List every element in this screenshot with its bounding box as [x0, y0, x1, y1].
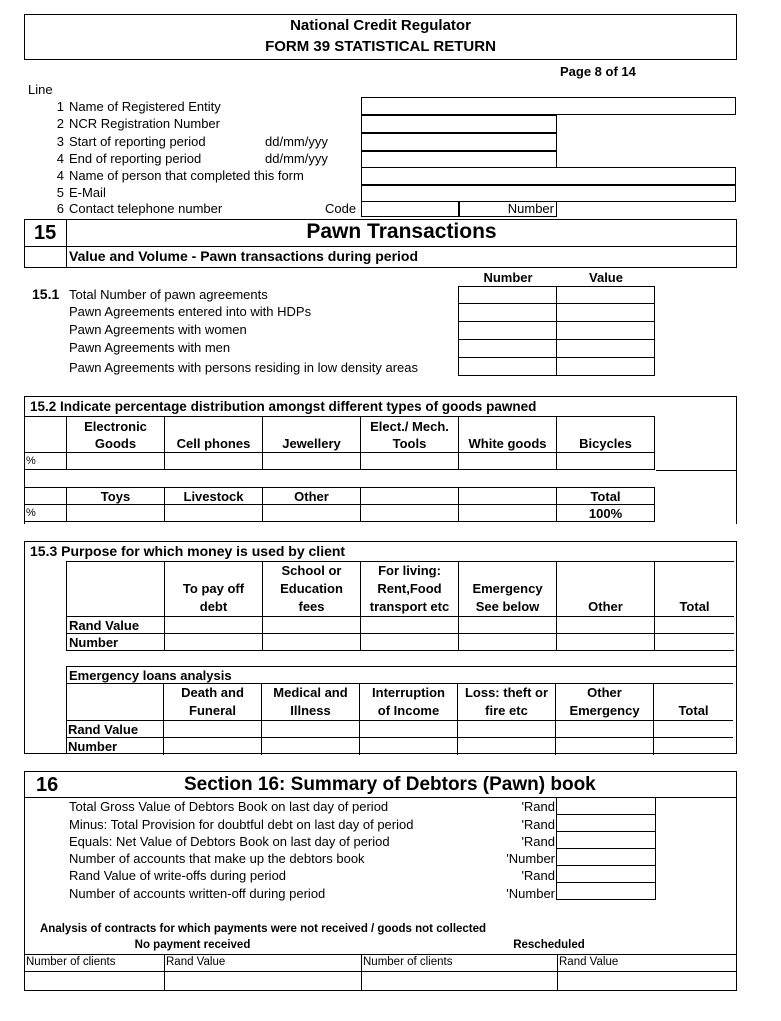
- no-payment-clients-input[interactable]: [25, 972, 164, 990]
- pct-livestock[interactable]: [165, 505, 263, 522]
- debtors-row-label: Minus: Total Provision for doubtful debt on last day of period: [69, 817, 414, 832]
- row-rand-value: Rand Value: [69, 617, 140, 633]
- emergency-analysis-title: Emergency loans analysis: [69, 668, 232, 683]
- rescheduled-rand-input[interactable]: [558, 972, 736, 990]
- form-title: FORM 39 STATISTICAL RETURN: [265, 38, 496, 55]
- no-payment-header: No payment received: [134, 939, 251, 951]
- goods-distribution-grid-2: [24, 487, 655, 522]
- pct-bicycles[interactable]: [557, 453, 655, 470]
- analysis-title: Analysis of contracts for which payments were not received / goods not collected: [40, 923, 487, 935]
- line-num: 2: [56, 116, 64, 131]
- col-emergency: Emergency: [472, 581, 543, 596]
- debtors-value-cell[interactable]: [557, 865, 656, 882]
- debtors-row-label: Rand Value of write-offs during period: [69, 868, 287, 883]
- debtors-value-cell[interactable]: [557, 882, 656, 899]
- row-rand-value: Rand Value: [68, 721, 139, 737]
- date-hint: dd/mm/yyy: [265, 134, 328, 149]
- emergency-grid: Death and Funeral Medical and Illness Interruption of Income Loss: theft or fire etc Other Emergency Total Rand Value Number: [66, 683, 733, 755]
- date-hint: dd/mm/yyy: [265, 151, 328, 166]
- section-16-title: Section 16: Summary of Debtors (Pawn) book: [184, 774, 596, 795]
- unit-label: 'Rand: [521, 799, 555, 814]
- col-toys: Toys: [100, 488, 131, 504]
- col-white-goods: White goods: [468, 435, 547, 451]
- line-label-email: E-Mail: [69, 185, 106, 200]
- percent-label: %: [26, 455, 36, 467]
- rand-value-label: Rand Value: [166, 956, 226, 968]
- line-label-ncr: NCR Registration Number: [69, 116, 220, 131]
- pct-other[interactable]: [263, 505, 361, 522]
- rand-value-label: Rand Value: [559, 956, 619, 968]
- line-num: 5: [56, 185, 64, 200]
- row-label: Total Number of pawn agreements: [69, 287, 268, 302]
- line-label-end: End of reporting period: [69, 151, 202, 166]
- goods-distribution-grid-1: Electronic Goods Cell phones Jewellery Elect./ Mech. Tools White goods Bicycles %: [24, 416, 655, 470]
- col-tools: Elect./ Mech.: [370, 418, 449, 434]
- unit-label: 'Number: [506, 886, 555, 901]
- col-living: For living:: [378, 563, 441, 578]
- col-total: Total: [590, 488, 621, 504]
- col-school: School or: [281, 563, 342, 578]
- line-label-entity: Name of Registered Entity: [69, 99, 221, 114]
- no-payment-rand-input[interactable]: [165, 972, 361, 990]
- line-label-start: Start of reporting period: [69, 134, 206, 149]
- ncr-number-field[interactable]: [361, 115, 557, 133]
- row-label: Pawn Agreements with persons residing in low density areas: [69, 360, 419, 375]
- col-loss: Loss: theft or: [464, 685, 549, 700]
- row-label: Pawn Agreements with men: [69, 340, 231, 355]
- start-date-field[interactable]: [361, 133, 557, 151]
- pct-tools[interactable]: [361, 453, 459, 470]
- col-livestock: Livestock: [183, 488, 244, 504]
- section-15-subtitle: Value and Volume - Pawn transactions during period: [69, 248, 419, 264]
- pct-toys[interactable]: [67, 505, 165, 522]
- section-15-2-title: 15.2 Indicate percentage distribution amongst different types of goods pawned: [30, 399, 537, 414]
- page-number: Page 8 of 14: [560, 64, 636, 79]
- subsection-15-1: 15.1: [32, 286, 60, 302]
- section-15-title: Pawn Transactions: [306, 220, 497, 243]
- line-num: 6: [56, 201, 64, 216]
- rescheduled-header: Rescheduled: [513, 939, 585, 951]
- percent-label: %: [26, 507, 36, 519]
- col-number-header: Number: [483, 270, 533, 285]
- number-of-clients-label: Number of clients: [26, 956, 116, 968]
- cell-number[interactable]: [459, 287, 557, 304]
- cell-value[interactable]: [557, 304, 655, 322]
- line-num: 3: [56, 134, 64, 149]
- cell-value[interactable]: [557, 287, 655, 304]
- pct-white-goods[interactable]: [459, 453, 557, 470]
- col-medical: Medical and: [273, 685, 348, 700]
- debtors-row-label: Total Gross Value of Debtors Book on last day of period: [69, 799, 389, 814]
- pct-jewellery[interactable]: [263, 453, 361, 470]
- cell-number[interactable]: [459, 322, 557, 340]
- line-label-phone: Contact telephone number: [69, 201, 223, 216]
- col-death: Death and: [181, 685, 244, 700]
- cell-value[interactable]: [557, 358, 655, 376]
- end-date-field[interactable]: [361, 151, 557, 168]
- number-label: Number: [507, 201, 554, 216]
- pawn-values-grid: [458, 286, 655, 376]
- unit-label: 'Rand: [521, 868, 555, 883]
- debtors-row-label: Number of accounts that make up the debtors book: [69, 851, 365, 866]
- cell-number[interactable]: [459, 358, 557, 376]
- debtors-values-grid: [556, 797, 656, 900]
- row-number: Number: [69, 634, 119, 650]
- debtors-value-cell[interactable]: [557, 814, 656, 831]
- col-bicycles: Bicycles: [579, 435, 632, 451]
- entity-name-field[interactable]: [361, 97, 736, 115]
- section-15-number: 15: [34, 222, 57, 244]
- debtors-value-cell[interactable]: [557, 831, 656, 848]
- col-other: Other: [588, 599, 623, 614]
- col-jewellery: Jewellery: [282, 435, 341, 451]
- pct-cell-phones[interactable]: [165, 453, 263, 470]
- line-label: Line: [28, 82, 53, 97]
- cell-number[interactable]: [459, 340, 557, 358]
- col-pay-debt: To pay off: [182, 581, 245, 596]
- purpose-grid: To pay off debt School or Education fees For living: Rent,Food transport etc Emergency See below Other Total Rand Value Number: [66, 561, 734, 651]
- col-total: Total: [678, 703, 709, 718]
- debtors-value-cell[interactable]: [557, 797, 656, 814]
- debtors-row-label: Number of accounts written-off during period: [69, 886, 326, 901]
- cell-value[interactable]: [557, 340, 655, 358]
- row-label: Pawn Agreements entered into with HDPs: [69, 304, 312, 319]
- debtors-value-cell[interactable]: [557, 848, 656, 865]
- org-title: National Credit Regulator: [290, 17, 471, 34]
- col-other: Other: [294, 488, 329, 504]
- row-label: Pawn Agreements with women: [69, 322, 247, 337]
- col-electronic: Electronic: [84, 418, 147, 434]
- line-num: 4: [56, 168, 64, 183]
- pct-electronic[interactable]: [67, 453, 165, 470]
- code-label: Code: [325, 201, 357, 216]
- cell-value[interactable]: [557, 322, 655, 340]
- debtors-row-label: Equals: Net Value of Debtors Book on last day of period: [69, 834, 390, 849]
- line-num: 1: [56, 99, 64, 114]
- row-number: Number: [68, 738, 118, 754]
- section-15-3-title: 15.3 Purpose for which money is used by client: [30, 543, 346, 559]
- col-value-header: Value: [589, 270, 623, 285]
- col-cell-phones: Cell phones: [176, 435, 251, 451]
- unit-label: 'Rand: [521, 834, 555, 849]
- col-total: Total: [679, 599, 710, 614]
- line-num: 4: [56, 151, 64, 166]
- col-interruption: Interruption: [372, 685, 445, 700]
- number-of-clients-label: Number of clients: [363, 956, 453, 968]
- cell-number[interactable]: [459, 304, 557, 322]
- line-label-person: Name of person that completed this form: [69, 168, 304, 183]
- section-16-number: 16: [36, 774, 59, 796]
- unit-label: 'Number: [506, 851, 555, 866]
- unit-label: 'Rand: [521, 817, 555, 832]
- person-name-field[interactable]: [361, 167, 736, 185]
- total-percent: 100%: [588, 505, 623, 521]
- col-other-emergency: Other: [587, 685, 622, 700]
- phone-code-field[interactable]: [361, 201, 459, 217]
- rescheduled-clients-input[interactable]: [362, 972, 557, 990]
